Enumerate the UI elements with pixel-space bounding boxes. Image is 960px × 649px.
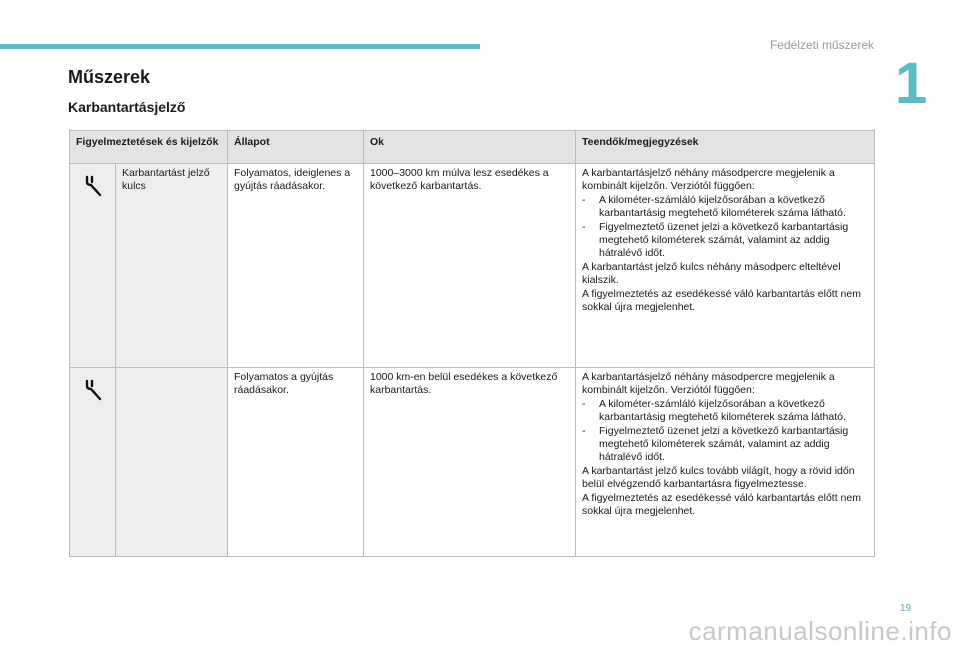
notes-text: A karbantartást jelző kulcs tovább világít, hogy a rövid időn belül elvégzendő karbantartásra figyelmeztesse. bbox=[582, 464, 855, 491]
notes-bullet bbox=[582, 221, 868, 261]
bullet-dash: - bbox=[582, 424, 586, 437]
notes-bullet bbox=[582, 425, 868, 465]
indicator-icon-cell bbox=[70, 164, 116, 368]
chapter-number: 1 bbox=[895, 51, 928, 116]
wrench-icon bbox=[81, 378, 105, 402]
notes-text: A figyelmeztetés az esedékessé váló karbantartás előtt nem sokkal újra megjelenhet. bbox=[582, 287, 861, 314]
column-header-state: Állapot bbox=[228, 131, 364, 164]
bullet-text: Figyelmeztető üzenet jelzi a következő karbantartásig megtehető kilométerek számát, valamint az addig hátralévő időt. bbox=[599, 424, 849, 464]
bullet-text: A kilométer-számláló kijelzősorában a következő karbantartásig megtehető kilométerek száma látható. bbox=[599, 397, 846, 424]
indicator-name: Karbantartást jelző kulcs bbox=[116, 164, 228, 368]
watermark-link[interactable]: carmanualsonline.info bbox=[688, 616, 952, 646]
state-cell: Folyamatos, ideiglenes a gyújtás ráadásakor. bbox=[228, 164, 364, 368]
page-number: 19 bbox=[900, 603, 912, 614]
bullet-text: A kilométer-számláló kijelzősorában a következő karbantartásig megtehető kilométerek száma látható. bbox=[599, 193, 846, 220]
running-head: Fedélzeti műszerek bbox=[769, 38, 874, 52]
notes-intro: A karbantartásjelző néhány másodpercre megjelenik a kombinált kijelzőn. Verziótól függően: bbox=[582, 371, 835, 397]
cause-cell: 1000–3000 km múlva lesz esedékes a következő karbantartás. bbox=[364, 164, 576, 368]
cause-cell: 1000 km-en belül esedékes a következő karbantartás. bbox=[364, 368, 576, 557]
table-row bbox=[70, 164, 875, 368]
notes-bullet bbox=[582, 194, 868, 221]
state-cell: Folyamatos a gyújtás ráadásakor. bbox=[228, 368, 364, 557]
notes-cell bbox=[576, 368, 875, 557]
top-accent-bar bbox=[0, 44, 480, 49]
page-title: Műszerek bbox=[68, 67, 151, 87]
indicator-name bbox=[116, 368, 228, 557]
bullet-dash: - bbox=[582, 193, 586, 206]
column-header-cause: Ok bbox=[364, 131, 576, 164]
bullet-dash: - bbox=[582, 220, 586, 233]
bullet-dash: - bbox=[582, 397, 586, 410]
column-header-notes: Teendők/megjegyzések bbox=[576, 131, 875, 164]
section-subtitle: Karbantartásjelző bbox=[68, 99, 186, 115]
table-row bbox=[70, 368, 875, 557]
table-header-row bbox=[70, 131, 875, 164]
notes-cell bbox=[576, 164, 875, 368]
indicator-icon-cell bbox=[70, 368, 116, 557]
maintenance-table bbox=[69, 130, 875, 557]
column-header-indicators: Figyelmeztetések és kijelzők bbox=[70, 131, 228, 164]
notes-text: A karbantartást jelző kulcs néhány másodperc elteltével kialszik. bbox=[582, 260, 841, 287]
notes-bullet bbox=[582, 398, 868, 425]
notes-text: A figyelmeztetés az esedékessé váló karbantartás előtt nem sokkal újra megjelenhet. bbox=[582, 491, 861, 518]
bullet-text: Figyelmeztető üzenet jelzi a következő karbantartásig megtehető kilométerek számát, valamint az addig hátralévő időt. bbox=[599, 220, 849, 260]
wrench-icon bbox=[81, 174, 105, 198]
notes-intro: A karbantartásjelző néhány másodpercre megjelenik a kombinált kijelzőn. Verziótól függően: bbox=[582, 167, 835, 193]
